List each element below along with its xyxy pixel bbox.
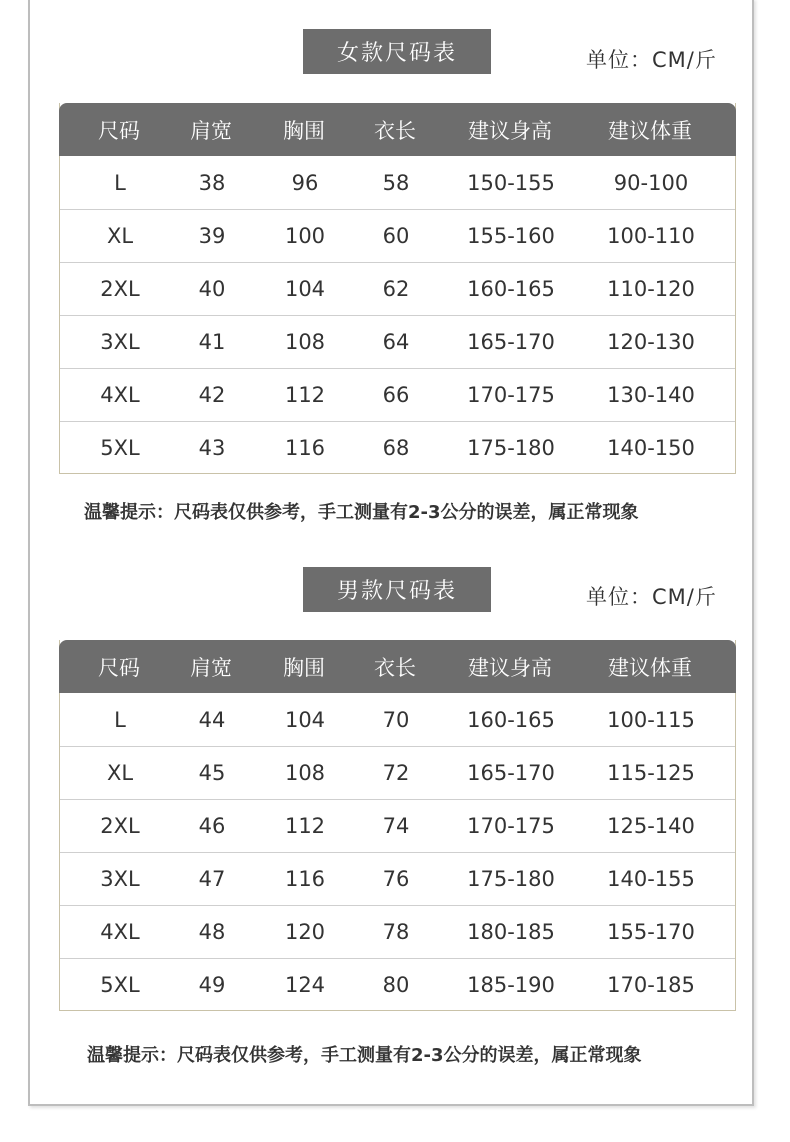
table-cell: 108 <box>284 330 326 354</box>
table-cell: 40 <box>198 277 226 301</box>
table-cell: 44 <box>198 707 226 732</box>
table-cell: 72 <box>382 761 410 785</box>
table-cell: L <box>114 170 126 195</box>
table-row <box>60 156 735 209</box>
table-cell: 48 <box>198 920 226 944</box>
table-cell: 175-180 <box>467 435 555 460</box>
table-row <box>60 852 735 905</box>
column-header: 建议身高 <box>468 118 552 143</box>
table-cell: 100 <box>284 224 326 248</box>
column-header: 建议体重 <box>608 118 692 143</box>
table-cell: 160-165 <box>467 277 555 301</box>
table-cell: 78 <box>382 920 410 944</box>
table-cell: 130-140 <box>607 383 695 407</box>
table-cell: 68 <box>382 435 410 460</box>
table-row <box>60 315 735 368</box>
table-row <box>60 421 735 473</box>
column-header: 尺码 <box>98 118 140 143</box>
table-cell: 104 <box>284 277 326 301</box>
table-cell: 2XL <box>100 277 140 301</box>
table-row <box>60 905 735 958</box>
table-cell: 80 <box>382 972 410 997</box>
table-cell: 120 <box>284 920 326 944</box>
women-size-chart-title: 女款尺码表 <box>303 29 491 74</box>
table-cell: 76 <box>382 867 410 891</box>
table-cell: 96 <box>291 170 319 195</box>
table-cell: 175-180 <box>467 867 555 891</box>
table-cell: 64 <box>382 330 410 354</box>
table-row <box>60 693 735 746</box>
women-table-header <box>59 103 736 156</box>
table-cell: 49 <box>198 972 226 997</box>
table-cell: 112 <box>284 814 326 838</box>
table-cell: 116 <box>284 867 326 891</box>
women-size-table <box>59 103 736 474</box>
table-cell: 165-170 <box>467 330 555 354</box>
table-cell: 150-155 <box>467 170 555 195</box>
table-cell: 58 <box>382 170 410 195</box>
table-cell: 108 <box>284 761 326 785</box>
column-header: 胸围 <box>283 655 325 680</box>
table-cell: 125-140 <box>607 814 695 838</box>
table-cell: 66 <box>382 383 410 407</box>
table-cell: XL <box>106 224 134 248</box>
table-cell: 60 <box>382 224 410 248</box>
column-header: 胸围 <box>283 118 325 143</box>
table-cell: 42 <box>198 383 226 407</box>
table-cell: 165-170 <box>467 761 555 785</box>
table-cell: 140-155 <box>607 867 695 891</box>
table-row <box>60 958 735 1010</box>
table-cell: 170-175 <box>467 383 555 407</box>
column-header: 肩宽 <box>190 118 232 143</box>
table-cell: 160-165 <box>467 707 555 732</box>
table-cell: 100-110 <box>607 224 695 248</box>
table-cell: 116 <box>284 435 326 460</box>
column-header: 肩宽 <box>190 655 232 680</box>
table-cell: 185-190 <box>467 972 555 997</box>
table-cell: 4XL <box>100 383 140 407</box>
table-cell: 120-130 <box>607 330 695 354</box>
table-row <box>60 262 735 315</box>
table-cell: 170-185 <box>607 972 695 997</box>
table-cell: 62 <box>382 277 410 301</box>
table-row <box>60 799 735 852</box>
table-row <box>60 368 735 421</box>
men-table-header <box>59 640 736 693</box>
table-row <box>60 209 735 262</box>
column-header: 建议体重 <box>608 655 692 680</box>
table-cell: 155-170 <box>607 920 695 944</box>
table-cell: 45 <box>198 761 226 785</box>
column-header: 尺码 <box>98 655 140 680</box>
table-cell: 4XL <box>100 920 140 944</box>
women-size-note: 温馨提示：尺码表仅供参考，手工测量有2-3公分的误差，属正常现象 <box>84 502 639 523</box>
men-size-note: 温馨提示：尺码表仅供参考，手工测量有2-3公分的误差，属正常现象 <box>87 1045 642 1066</box>
table-cell: 43 <box>198 435 226 460</box>
table-cell: L <box>114 707 126 732</box>
table-cell: 47 <box>198 867 226 891</box>
table-cell: 3XL <box>100 330 140 354</box>
men-unit-label: 单位：CM/斤 <box>586 585 717 609</box>
table-cell: 110-120 <box>607 277 695 301</box>
men-size-table <box>59 640 736 1011</box>
table-cell: 124 <box>284 972 326 997</box>
column-header: 建议身高 <box>468 655 552 680</box>
table-cell: 100-115 <box>607 707 695 732</box>
table-cell: 38 <box>198 170 226 195</box>
table-cell: 112 <box>284 383 326 407</box>
table-cell: 5XL <box>100 435 140 460</box>
table-cell: 170-175 <box>467 814 555 838</box>
table-row <box>60 746 735 799</box>
table-cell: 70 <box>382 707 410 732</box>
table-cell: 104 <box>284 707 326 732</box>
table-cell: 140-150 <box>607 435 695 460</box>
table-cell: 5XL <box>100 972 140 997</box>
table-cell: 115-125 <box>607 761 695 785</box>
table-cell: 180-185 <box>467 920 555 944</box>
table-cell: 3XL <box>100 867 140 891</box>
table-cell: 90-100 <box>613 170 689 195</box>
women-unit-label: 单位：CM/斤 <box>586 48 717 72</box>
men-size-chart-title: 男款尺码表 <box>303 567 491 612</box>
table-cell: 74 <box>382 814 410 838</box>
table-cell: 41 <box>198 330 226 354</box>
column-header: 衣长 <box>374 118 416 143</box>
table-cell: 155-160 <box>467 224 555 248</box>
table-cell: 46 <box>198 814 226 838</box>
table-cell: 39 <box>198 224 226 248</box>
table-cell: XL <box>106 761 134 785</box>
table-cell: 2XL <box>100 814 140 838</box>
column-header: 衣长 <box>374 655 416 680</box>
